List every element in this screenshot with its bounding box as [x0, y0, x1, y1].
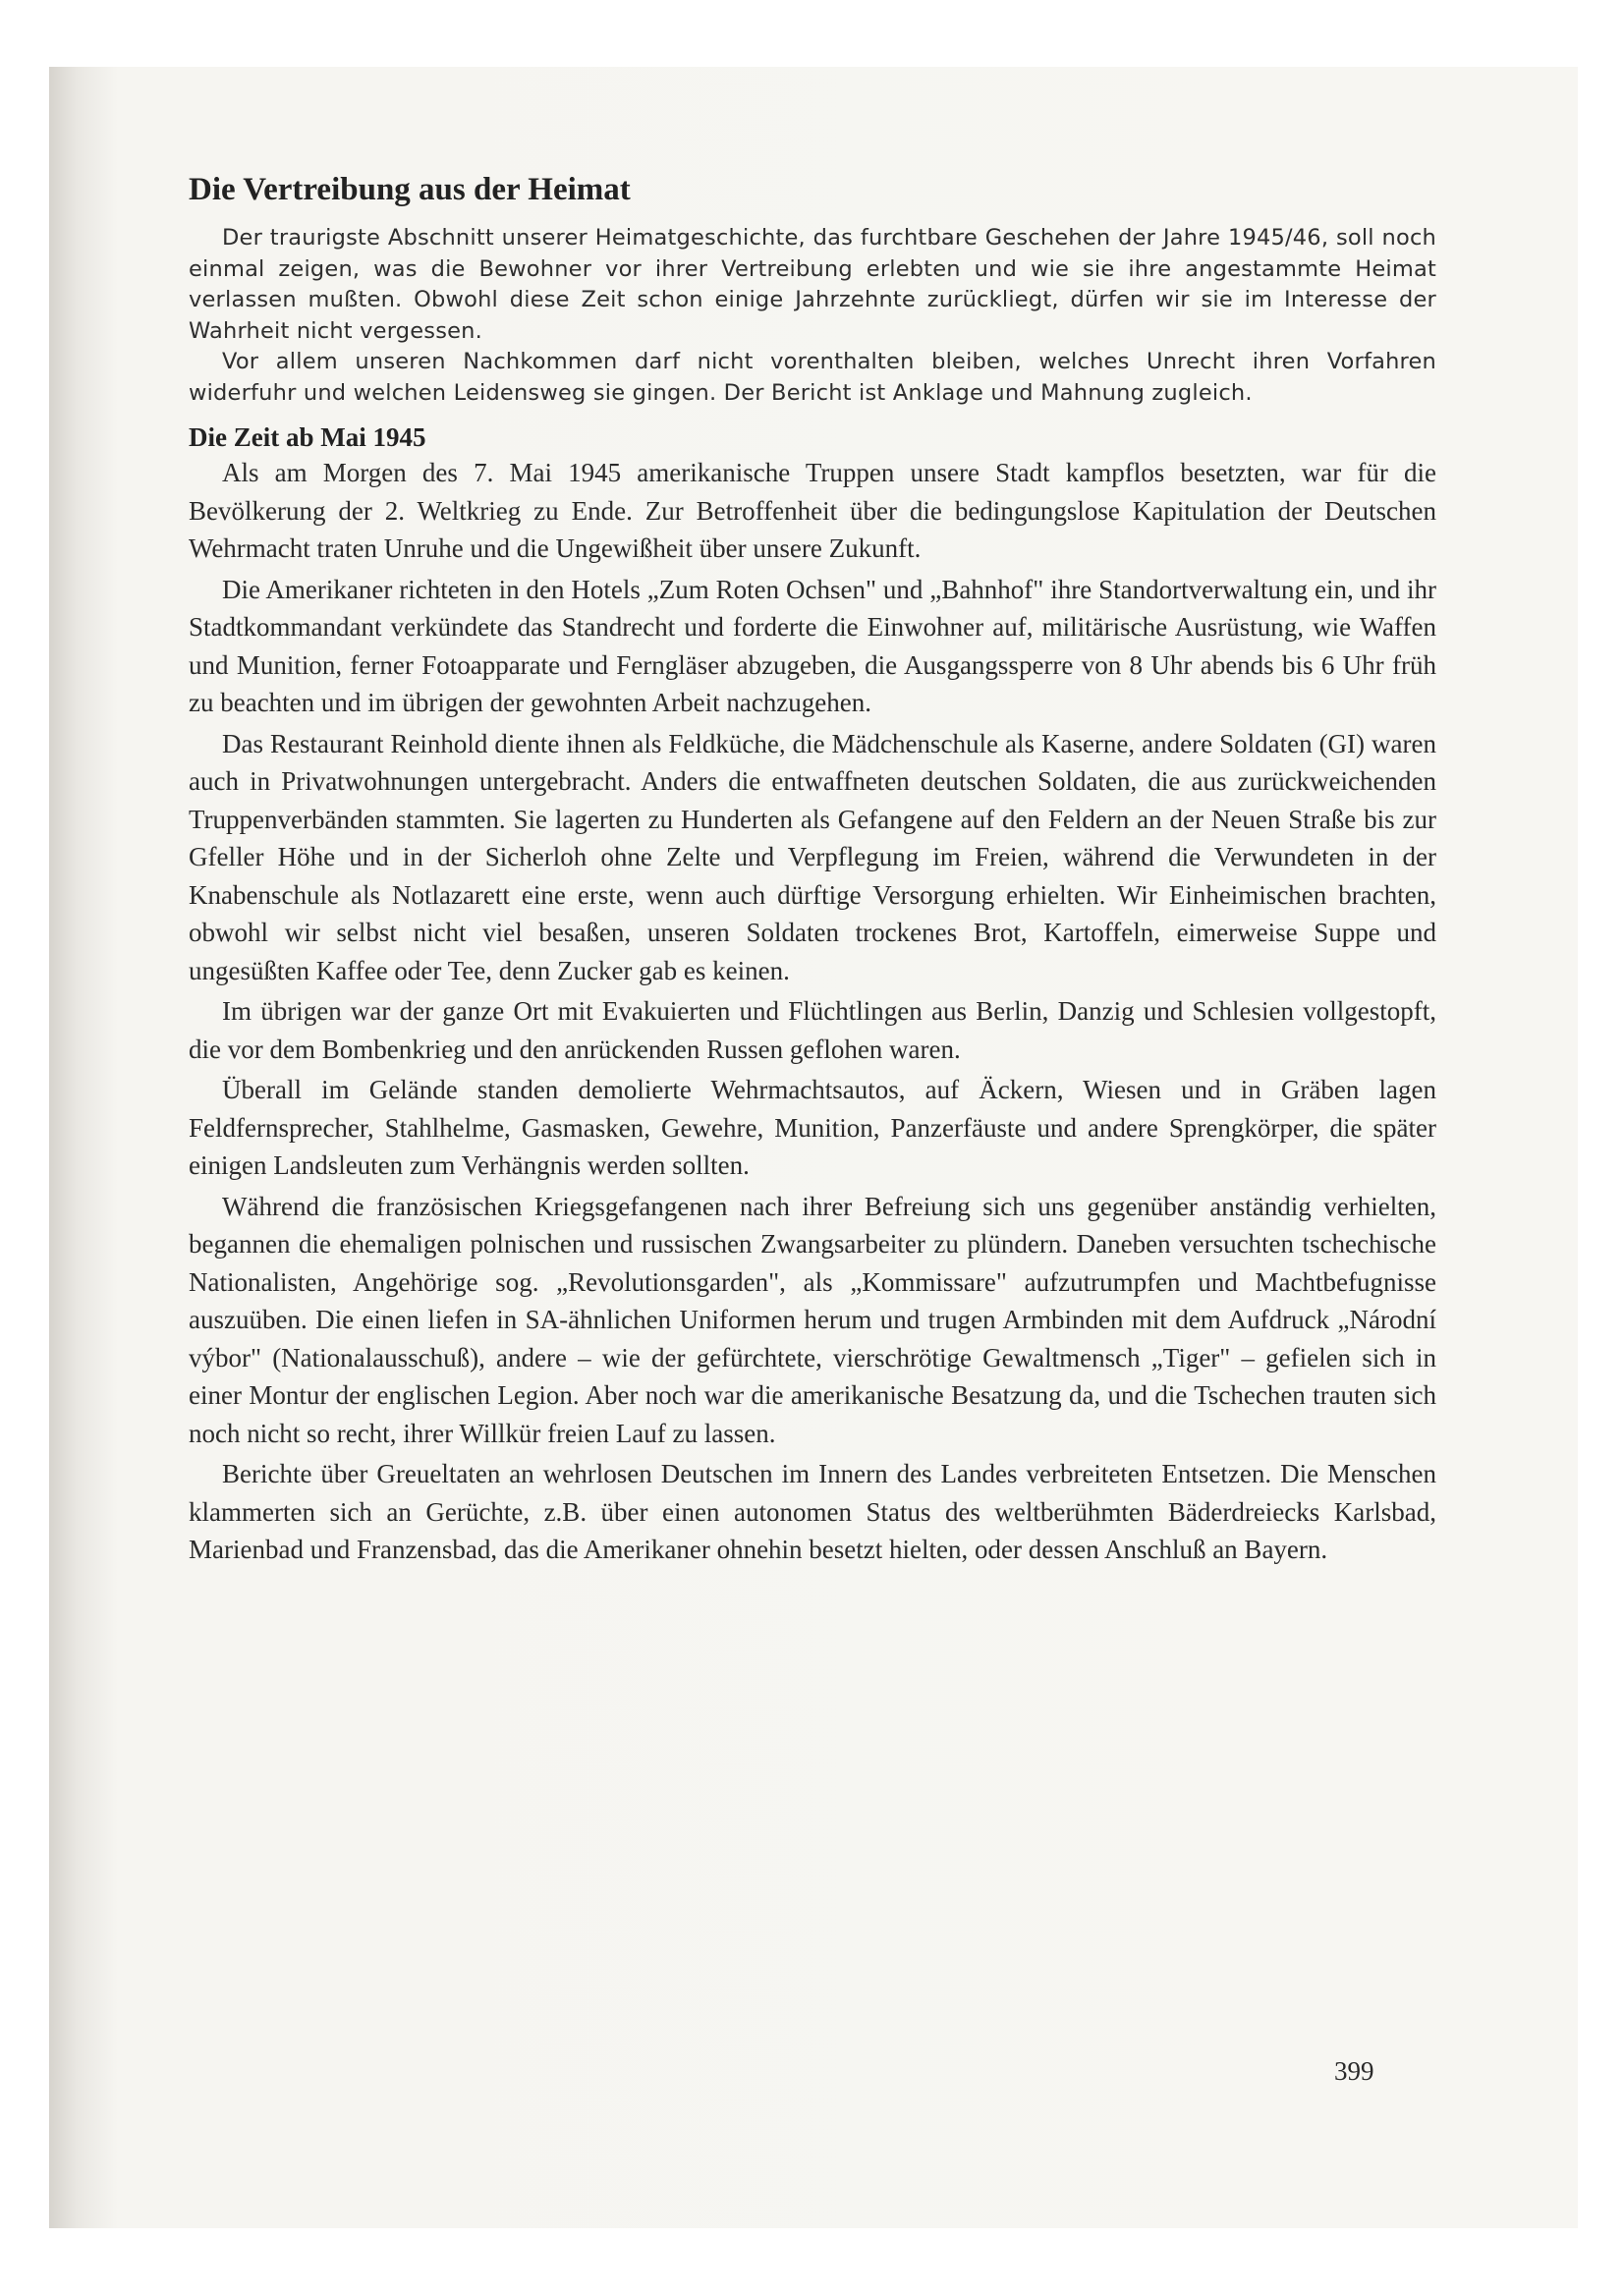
body-paragraph-7: Berichte über Greueltaten an wehrlosen Deutschen im Innern des Landes verbreiteten Entsetzen. Die Menschen klammerten sich an Gerüchte, z.B. über einen autonomen Status des weltberühmten Bäderdreiecks Karlsbad, Marienbad und Franzensbad, das die Amerikaner ohnehin besetzt hielten, oder dessen Anschluß an Bayern.: [189, 1459, 1436, 1564]
intro-paragraph-1: Der traurigste Abschnitt unserer Heimatgeschichte, das furchtbare Geschehen der Jahre 1945/46, soll noch einmal zeigen, was die Bewohner vor ihrer Vertreibung erlebten und wie sie ihre angestammte Heimat verlassen mußten. Obwohl diese Zeit schon einige Jahrzehnte zurückliegt, dürfen wir sie im Interesse der Wahrheit nicht vergessen.: [189, 225, 1436, 344]
chapter-title: Die Vertreibung aus der Heimat: [189, 172, 631, 207]
intro-paragraph-2: Vor allem unseren Nachkommen darf nicht vorenthalten bleiben, welches Unrecht ihren Vorfahren widerfuhr und welchen Leidensweg sie gingen. Der Bericht ist Anklage und Mahnung zugleich.: [189, 349, 1436, 406]
book-page: [49, 67, 1578, 2228]
body-paragraph-1: Als am Morgen des 7. Mai 1945 amerikanische Truppen unsere Stadt kampflos besetzten, war für die Bevölkerung der 2. Weltkrieg zu Ende. Zur Betroffenheit über die bedingungslose Kapitulation der Deutschen Wehrmacht traten Unruhe und die Ungewißheit über unsere Zukunft.: [189, 458, 1436, 563]
page-number: 399: [1334, 2056, 1374, 2086]
body-paragraph-6: Während die französischen Kriegsgefangenen nach ihrer Befreiung sich uns gegenüber anständig verhielten, begannen die ehemaligen polnischen und russischen Zwangsarbeiter zu plündern. Daneben versuchten tschechische Nationalisten, Angehörige sog. „Revolutionsgarden", als „Kommissare" aufzutrumpfen und Machtbefugnisse auszuüben. Die einen liefen in SA-ähnlichen Uniformen herum und trugen Armbinden mit dem Aufdruck „Národní výbor" (Nationalausschuß), andere – wie der gefürchtete, vierschrötige Gewaltmensch „Tiger" – gefielen sich in einer Montur der englischen Legion. Aber noch war die amerikanische Besatzung da, und die Tschechen trauten sich noch nicht so recht, ihrer Willkür freien Lauf zu lassen.: [189, 1191, 1436, 1448]
intro-block: [189, 223, 1436, 409]
body-paragraph-4: Im übrigen war der ganze Ort mit Evakuierten und Flüchtlingen aus Berlin, Danzig und Schlesien vollgestopft, die vor dem Bombenkrieg und den anrückenden Russen geflohen waren.: [189, 996, 1436, 1064]
body-paragraph-2: Die Amerikaner richteten in den Hotels „Zum Roten Ochsen" und „Bahnhof" ihre Standortverwaltung ein, und ihr Stadtkommandant verkündete das Standrecht und forderte die Einwohner auf, militärische Ausrüstung, wie Waffen und Munition, ferner Fotoapparate und Ferngläser abzugeben, die Ausgangssperre von 8 Uhr abends bis 6 Uhr früh zu beachten und im übrigen der gewohnten Arbeit nachzugehen.: [189, 574, 1436, 717]
body-text: [189, 454, 1436, 1569]
page-content: [189, 170, 1436, 1572]
body-paragraph-5: Überall im Gelände standen demolierte Wehrmachtsautos, auf Äckern, Wiesen und in Gräben lagen Feldfernsprecher, Stahlhelme, Gasmasken, Gewehre, Munition, Panzerfäuste und andere Sprengkörper, die später einigen Landsleuten zum Verhängnis werden sollten.: [189, 1075, 1436, 1180]
body-paragraph-3: Das Restaurant Reinhold diente ihnen als Feldküche, die Mädchenschule als Kaserne, andere Soldaten (GI) waren auch in Privatwohnungen untergebracht. Anders die entwaffneten deutschen Soldaten, die aus zurückweichenden Truppenverbänden stammten. Sie lagerten zu Hunderten als Gefangene auf den Feldern an der Neuen Straße bis zur Gfeller Höhe und in der Sicherloh ohne Zelte und Verpflegung im Freien, während die Verwundeten in der Knabenschule als Notlazarett eine erste, wenn auch dürftige Versorgung erhielten. Wir Einheimischen brachten, obwohl wir selbst nicht viel besaßen, unseren Soldaten trockenes Brot, Kartoffeln, eimerweise Suppe und ungesüßten Kaffee oder Tee, denn Zucker gab es keinen.: [189, 728, 1436, 985]
section-heading: Die Zeit ab Mai 1945: [189, 422, 426, 452]
